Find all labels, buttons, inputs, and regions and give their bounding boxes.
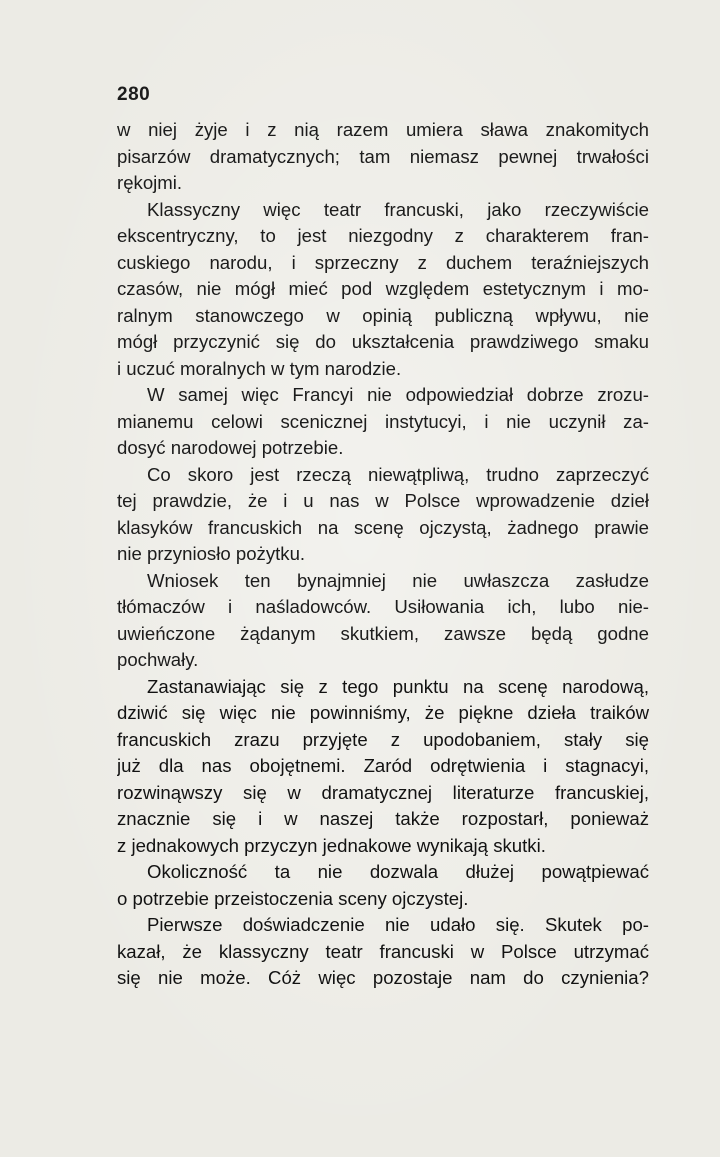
text-line: rozwinąwszy się w dramatycznej literaturze francuskiej, bbox=[117, 781, 649, 803]
text-line: się nie może. Cóż więc pozostaje nam do czynienia? bbox=[117, 967, 649, 988]
text-line: pisarzów dramatycznych; tam niemasz pewnej trwałości bbox=[117, 145, 649, 167]
text-line: uwieńczone żądanym skutkiem, zawsze będą godne bbox=[117, 622, 649, 644]
text-line: mógł przyczynić się do ukształcenia prawdziwego smaku bbox=[117, 331, 649, 352]
text-line: W samej więc Francyi nie odpowiedział dobrze zrozu- bbox=[147, 384, 649, 405]
text-line: pochwały. bbox=[117, 649, 199, 670]
text-line: o potrzebie przeistoczenia sceny ojczystej. bbox=[117, 887, 469, 909]
text-line: Co skoro jest rzeczą niewątpliwą, trudno zaprzeczyć bbox=[147, 463, 649, 485]
body-text bbox=[117, 117, 649, 992]
text-line: Zastanawiając się z tego punktu na scenę narodową, bbox=[147, 675, 649, 697]
text-line: i uczuć moralnych w tym narodzie. bbox=[117, 357, 402, 379]
text-line: w niej żyje i z nią razem umiera sława znakomitych bbox=[117, 119, 649, 140]
text-line: z jednakowych przyczyn jednakowe wynikają skutki. bbox=[117, 834, 546, 856]
text-line: francuskich zrazu przyjęte z upodobaniem, stały się bbox=[117, 728, 649, 750]
text-line: ekscentryczny, to jest niezgodny z charakterem fran- bbox=[117, 225, 649, 246]
text-line: klasyków francuskich na scenę ojczystą, żadnego prawie bbox=[117, 516, 649, 538]
text-line: dziwić się więc nie powinniśmy, że piękne dzieła traików bbox=[117, 702, 649, 723]
text-line: już dla nas obojętnemi. Zaród odrętwienia i stagnacyi, bbox=[117, 755, 649, 776]
text-line: Pierwsze doświadczenie nie udało się. Skutek po- bbox=[147, 914, 649, 935]
text-line: rękojmi. bbox=[117, 172, 183, 193]
text-line: kazał, że klassyczny teatr francuski w Polsce utrzymać bbox=[117, 940, 649, 962]
text-line: dosyć narodowej potrzebie. bbox=[117, 437, 344, 458]
text-line: znacznie się i w naszej także rozpostarł, ponieważ bbox=[117, 808, 649, 829]
text-line: Klassyczny więc teatr francuski, jako rzeczywiście bbox=[147, 198, 649, 220]
text-line: tej prawdzie, że i u nas w Polsce wprowadzenie dzieł bbox=[117, 490, 649, 511]
text-line: mianemu celowi scenicznej instytucyi, i nie uczynił za- bbox=[117, 410, 649, 432]
text-line: czasów, nie mógł mieć pod względem estetycznym i mo- bbox=[117, 278, 649, 299]
text-line: cuskiego narodu, i sprzeczny z duchem teraźniejszych bbox=[117, 251, 649, 273]
text-line: ralnym stanowczego w opinią publiczną wpływu, nie bbox=[117, 304, 649, 326]
text-line: Wniosek ten bynajmniej nie uwłaszcza zasłudze bbox=[147, 569, 649, 591]
text-line: tłómaczów i naśladowców. Usiłowania ich, lubo nie- bbox=[117, 596, 649, 617]
page-number: 280 bbox=[117, 84, 151, 105]
text-line: nie przyniosło pożytku. bbox=[117, 543, 306, 564]
text-line: Okoliczność ta nie dozwala dłużej powątpiewać bbox=[147, 861, 649, 882]
